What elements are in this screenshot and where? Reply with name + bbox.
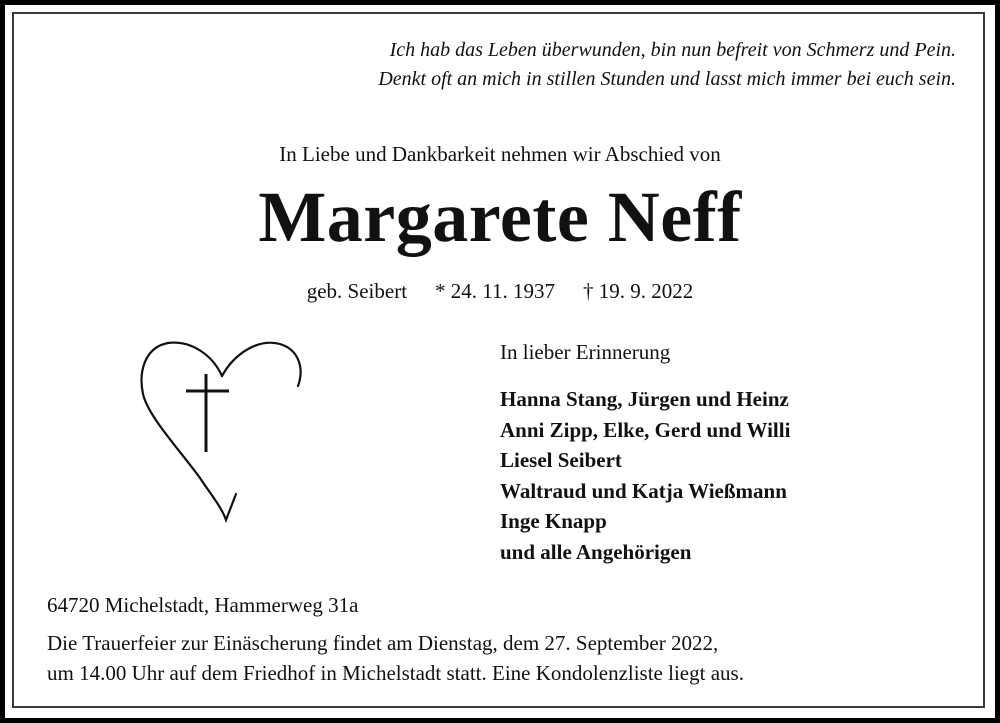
poem [378, 36, 956, 94]
deceased-name: Margarete Neff [258, 177, 742, 257]
mourner: Waltraud und Katja Wießmann [500, 478, 787, 503]
intro-text: In Liebe und Dankbarkeit nehmen wir Abschied von [279, 142, 721, 166]
ceremony-line: um 14.00 Uhr auf dem Friedhof in Michelstadt statt. Eine Kondolenzliste liegt aus. [47, 661, 744, 685]
mourner: Inge Knapp [500, 509, 607, 533]
mourner: und alle Angehörigen [500, 539, 692, 564]
birth-date: * 24. 11. 1937 [435, 279, 556, 303]
life-dates [0, 279, 1000, 304]
maiden-name: geb. Seibert [306, 279, 408, 303]
address: 64720 Michelstadt, Hammerweg 31a [47, 593, 359, 617]
poem-line: Ich hab das Leben überwunden, bin nun befreit von Schmerz und Pein. [389, 39, 956, 61]
memory-heading: In lieber Erinnerung [500, 340, 671, 364]
mourner: Hanna Stang, Jürgen und Heinz [500, 387, 789, 411]
mourner: Anni Zipp, Elke, Gerd und Willi [500, 417, 791, 442]
ceremony-line: Die Trauerfeier zur Einäscherung findet am Dienstag, dem 27. September 2022, [47, 631, 719, 655]
mourners-list [500, 384, 790, 567]
ceremony-info [47, 628, 744, 688]
heart-with-cross-icon [138, 336, 308, 536]
poem-line: Denkt oft an mich in stillen Stunden und lasst mich immer bei euch sein. [378, 68, 956, 90]
mourner: Liesel Seibert [500, 448, 622, 472]
death-date: † 19. 9. 2022 [583, 279, 694, 303]
